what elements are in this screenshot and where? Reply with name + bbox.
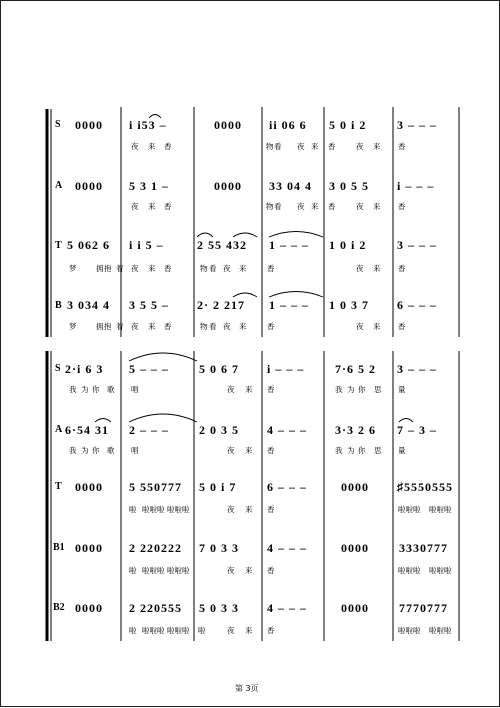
lyric: 梦 (69, 322, 77, 331)
lyric: 物 (200, 322, 208, 331)
lyric: 香 (328, 202, 336, 211)
lyric: 我 (69, 385, 77, 394)
lyric: 夜 (227, 566, 235, 575)
measure: 0000 (75, 601, 103, 615)
lyric: 香 (267, 322, 275, 331)
measure: 3 – – – (397, 362, 437, 376)
lyric: 歌 (107, 446, 115, 455)
measure: 0000 (341, 601, 369, 615)
lyric: 唱 (131, 385, 139, 394)
lyric: 我 (335, 446, 343, 455)
lyric: 来 (245, 626, 253, 635)
lyric: 物 (266, 202, 274, 211)
part-label-t: T (55, 240, 62, 251)
measure: ii 06 6 (269, 118, 307, 132)
lyric: 啦啦啦 (429, 626, 452, 635)
lyric: 夜 (356, 322, 364, 331)
lyric: 来 (148, 322, 156, 331)
measure: 5 – – – (129, 362, 169, 376)
lyric: 来 (245, 385, 253, 394)
lyric: 为 (81, 385, 89, 394)
measure: 7 – 3 – (397, 423, 437, 437)
lyric: 你 (358, 446, 366, 455)
measure: 3 5 5 – (129, 298, 169, 312)
lyric: 香 (164, 142, 172, 151)
lyric: 拥 (96, 264, 104, 273)
lyric: 来 (148, 142, 156, 151)
measure: 0000 (341, 480, 369, 494)
lyric: 啦 (129, 626, 137, 635)
lyric: 抱 (104, 264, 112, 273)
lyric: 量 (398, 385, 406, 394)
measure: 5 0 i 2 (329, 118, 367, 132)
measure: 3 034 4 (67, 298, 110, 312)
measure: 5 3 1 – (129, 179, 169, 193)
measure: 5 0 i 7 (199, 480, 237, 494)
lyric: 夜 (223, 322, 231, 331)
lyric: 看 (209, 264, 217, 273)
measure: 7 0 3 3 (199, 541, 239, 555)
lyric: 梦 (69, 264, 77, 273)
lyric: 啦啦啦 (398, 566, 421, 575)
lyric: 量 (398, 446, 406, 455)
measure: 3 0 5 5 (329, 179, 369, 193)
slur (269, 292, 323, 298)
lyric: 香 (398, 322, 406, 331)
slur (129, 414, 197, 422)
lyric: 啦啦啦 (142, 566, 165, 575)
measure: 5 0 6 7 (199, 362, 239, 376)
measure: 5 550777 (129, 480, 182, 494)
measure: 6 – – – (267, 480, 307, 494)
measure: 0000 (75, 179, 103, 193)
lyric: 香 (267, 566, 275, 575)
lyric: 你 (358, 385, 366, 394)
lyric: 唱 (131, 446, 139, 455)
measure: 2 220555 (129, 601, 182, 615)
measure: i – – – (267, 362, 305, 376)
lyric: 香 (164, 202, 172, 211)
measure: 3330777 (399, 541, 448, 555)
slur (233, 293, 257, 297)
measure: ♯5550555 (397, 480, 453, 494)
lyric: 来 (373, 322, 381, 331)
part-label-s: S (55, 119, 61, 130)
measure: 5 0 3 3 (199, 601, 239, 615)
measure: i i53 – (129, 118, 167, 132)
lyric: 物 (200, 264, 208, 273)
lyric: 夜 (356, 142, 364, 151)
lyric: 夜 (227, 505, 235, 514)
part-label-t: T (55, 481, 62, 492)
lyric: 歌 (107, 385, 115, 394)
lyric: 啦啦啦 (142, 626, 165, 635)
part-label-a: A (55, 180, 63, 191)
lyric: 香 (267, 264, 275, 273)
measure: 7·6 5 2 (335, 362, 377, 376)
lyric: 看 (274, 202, 282, 211)
lyric: 来 (245, 566, 253, 575)
lyric: 香 (398, 142, 406, 151)
measure: 1 0 i 2 (329, 238, 367, 252)
lyric: 抱 (104, 322, 112, 331)
lyric: 夜 (297, 202, 305, 211)
lyric: 啦啦啦 (398, 505, 421, 514)
lyric: 夜 (297, 142, 305, 151)
lyric: 啦 (198, 626, 206, 635)
measure: 2· 2 217 (197, 298, 246, 312)
lyric: 啦 (129, 505, 137, 514)
measure: i i 5 – (129, 238, 164, 252)
measure: 3 – – – (397, 118, 437, 132)
measure: 2 – – – (129, 423, 169, 437)
lyric: 香 (398, 264, 406, 273)
measure: 0000 (341, 541, 369, 555)
lyric: 香 (164, 264, 172, 273)
lyric: 啦啦啦 (398, 626, 421, 635)
lyric: 啦啦啦 (167, 566, 190, 575)
lyric: 我 (69, 446, 77, 455)
measure: 0000 (214, 118, 242, 132)
lyric: 啦啦啦 (429, 505, 452, 514)
lyric: 啦 (129, 566, 137, 575)
measure: 6·54 31 (65, 423, 110, 437)
lyric: 来 (373, 202, 381, 211)
lyric: 夜 (356, 202, 364, 211)
measure: 4 – – – (267, 541, 307, 555)
lyric: 为 (347, 446, 355, 455)
measure: 2·i 6 3 (65, 362, 104, 376)
lyric: 夜 (227, 385, 235, 394)
measure: 33 04 4 (269, 179, 312, 193)
measure: 4 – – – (267, 601, 307, 615)
lyric: 香 (267, 385, 275, 394)
lyric: 拥 (96, 322, 104, 331)
lyric: 夜 (227, 446, 235, 455)
lyric: 你 (92, 385, 100, 394)
lyric: 夜 (131, 142, 139, 151)
lyric: 夜 (131, 322, 139, 331)
slur (233, 233, 257, 237)
lyric: 来 (245, 505, 253, 514)
lyric: 香 (267, 446, 275, 455)
part-label-b1: B1 (53, 542, 65, 553)
slur (95, 419, 111, 423)
lyric: 为 (81, 446, 89, 455)
lyric: 啦啦啦 (429, 566, 452, 575)
lyric: 夜 (227, 626, 235, 635)
slur (269, 232, 323, 238)
lyric: 香 (267, 626, 275, 635)
measure: 6 – – – (397, 298, 437, 312)
lyric: 香 (267, 505, 275, 514)
measure: 1 0 3 7 (329, 298, 369, 312)
lyric: 来 (148, 202, 156, 211)
lyric: 来 (148, 264, 156, 273)
lyric: 来 (239, 322, 247, 331)
lyric: 思 (374, 446, 382, 455)
measure: 7770777 (399, 601, 448, 615)
lyric: 香 (398, 202, 406, 211)
measure: 5 062 6 (67, 238, 110, 252)
measure: 2 55 432 (197, 238, 247, 252)
lyric: 夜 (131, 202, 139, 211)
slur (399, 419, 413, 423)
part-label-b: B (55, 300, 62, 311)
lyric: 着 (116, 322, 124, 331)
lyric: 为 (347, 385, 355, 394)
slur (129, 353, 197, 361)
measure: 1 – – – (269, 238, 309, 252)
lyric: 夜 (223, 264, 231, 273)
measure: 0000 (75, 118, 103, 132)
lyric: 思 (374, 385, 382, 394)
measure: 0000 (75, 541, 103, 555)
lyric: 来 (245, 446, 253, 455)
measure: 4 – – – (267, 423, 307, 437)
lyric: 看 (274, 142, 282, 151)
measure: 0000 (75, 480, 103, 494)
lyric: 来 (373, 142, 381, 151)
lyric: 香 (328, 142, 336, 151)
lyric: 啦啦啦 (167, 505, 190, 514)
measure: 2 220222 (129, 541, 182, 555)
lyric: 看 (209, 322, 217, 331)
lyric: 着 (116, 264, 124, 273)
lyric: 夜 (131, 264, 139, 273)
part-label-s: S (55, 363, 61, 374)
measure: 3·3 2 6 (335, 423, 377, 437)
lyric: 物 (266, 142, 274, 151)
lyric: 来 (311, 142, 319, 151)
lyric: 香 (164, 322, 172, 331)
part-label-a: A (55, 424, 63, 435)
lyric: 夜 (356, 264, 364, 273)
measure: 1 – – – (269, 298, 309, 312)
measure: 2 0 3 5 (199, 423, 239, 437)
lyric: 来 (373, 264, 381, 273)
slur (197, 233, 213, 237)
measure: 0000 (214, 179, 242, 193)
lyric: 你 (92, 446, 100, 455)
part-label-b2: B2 (53, 602, 65, 613)
lyric: 我 (335, 385, 343, 394)
lyric: 来 (239, 264, 247, 273)
measure: i – – – (397, 179, 435, 193)
measure: 3 – – – (397, 238, 437, 252)
lyric: 啦啦啦 (167, 626, 190, 635)
page-number: 第 3页 (235, 684, 259, 693)
lyric: 啦啦啦 (142, 505, 165, 514)
lyric: 来 (311, 202, 319, 211)
